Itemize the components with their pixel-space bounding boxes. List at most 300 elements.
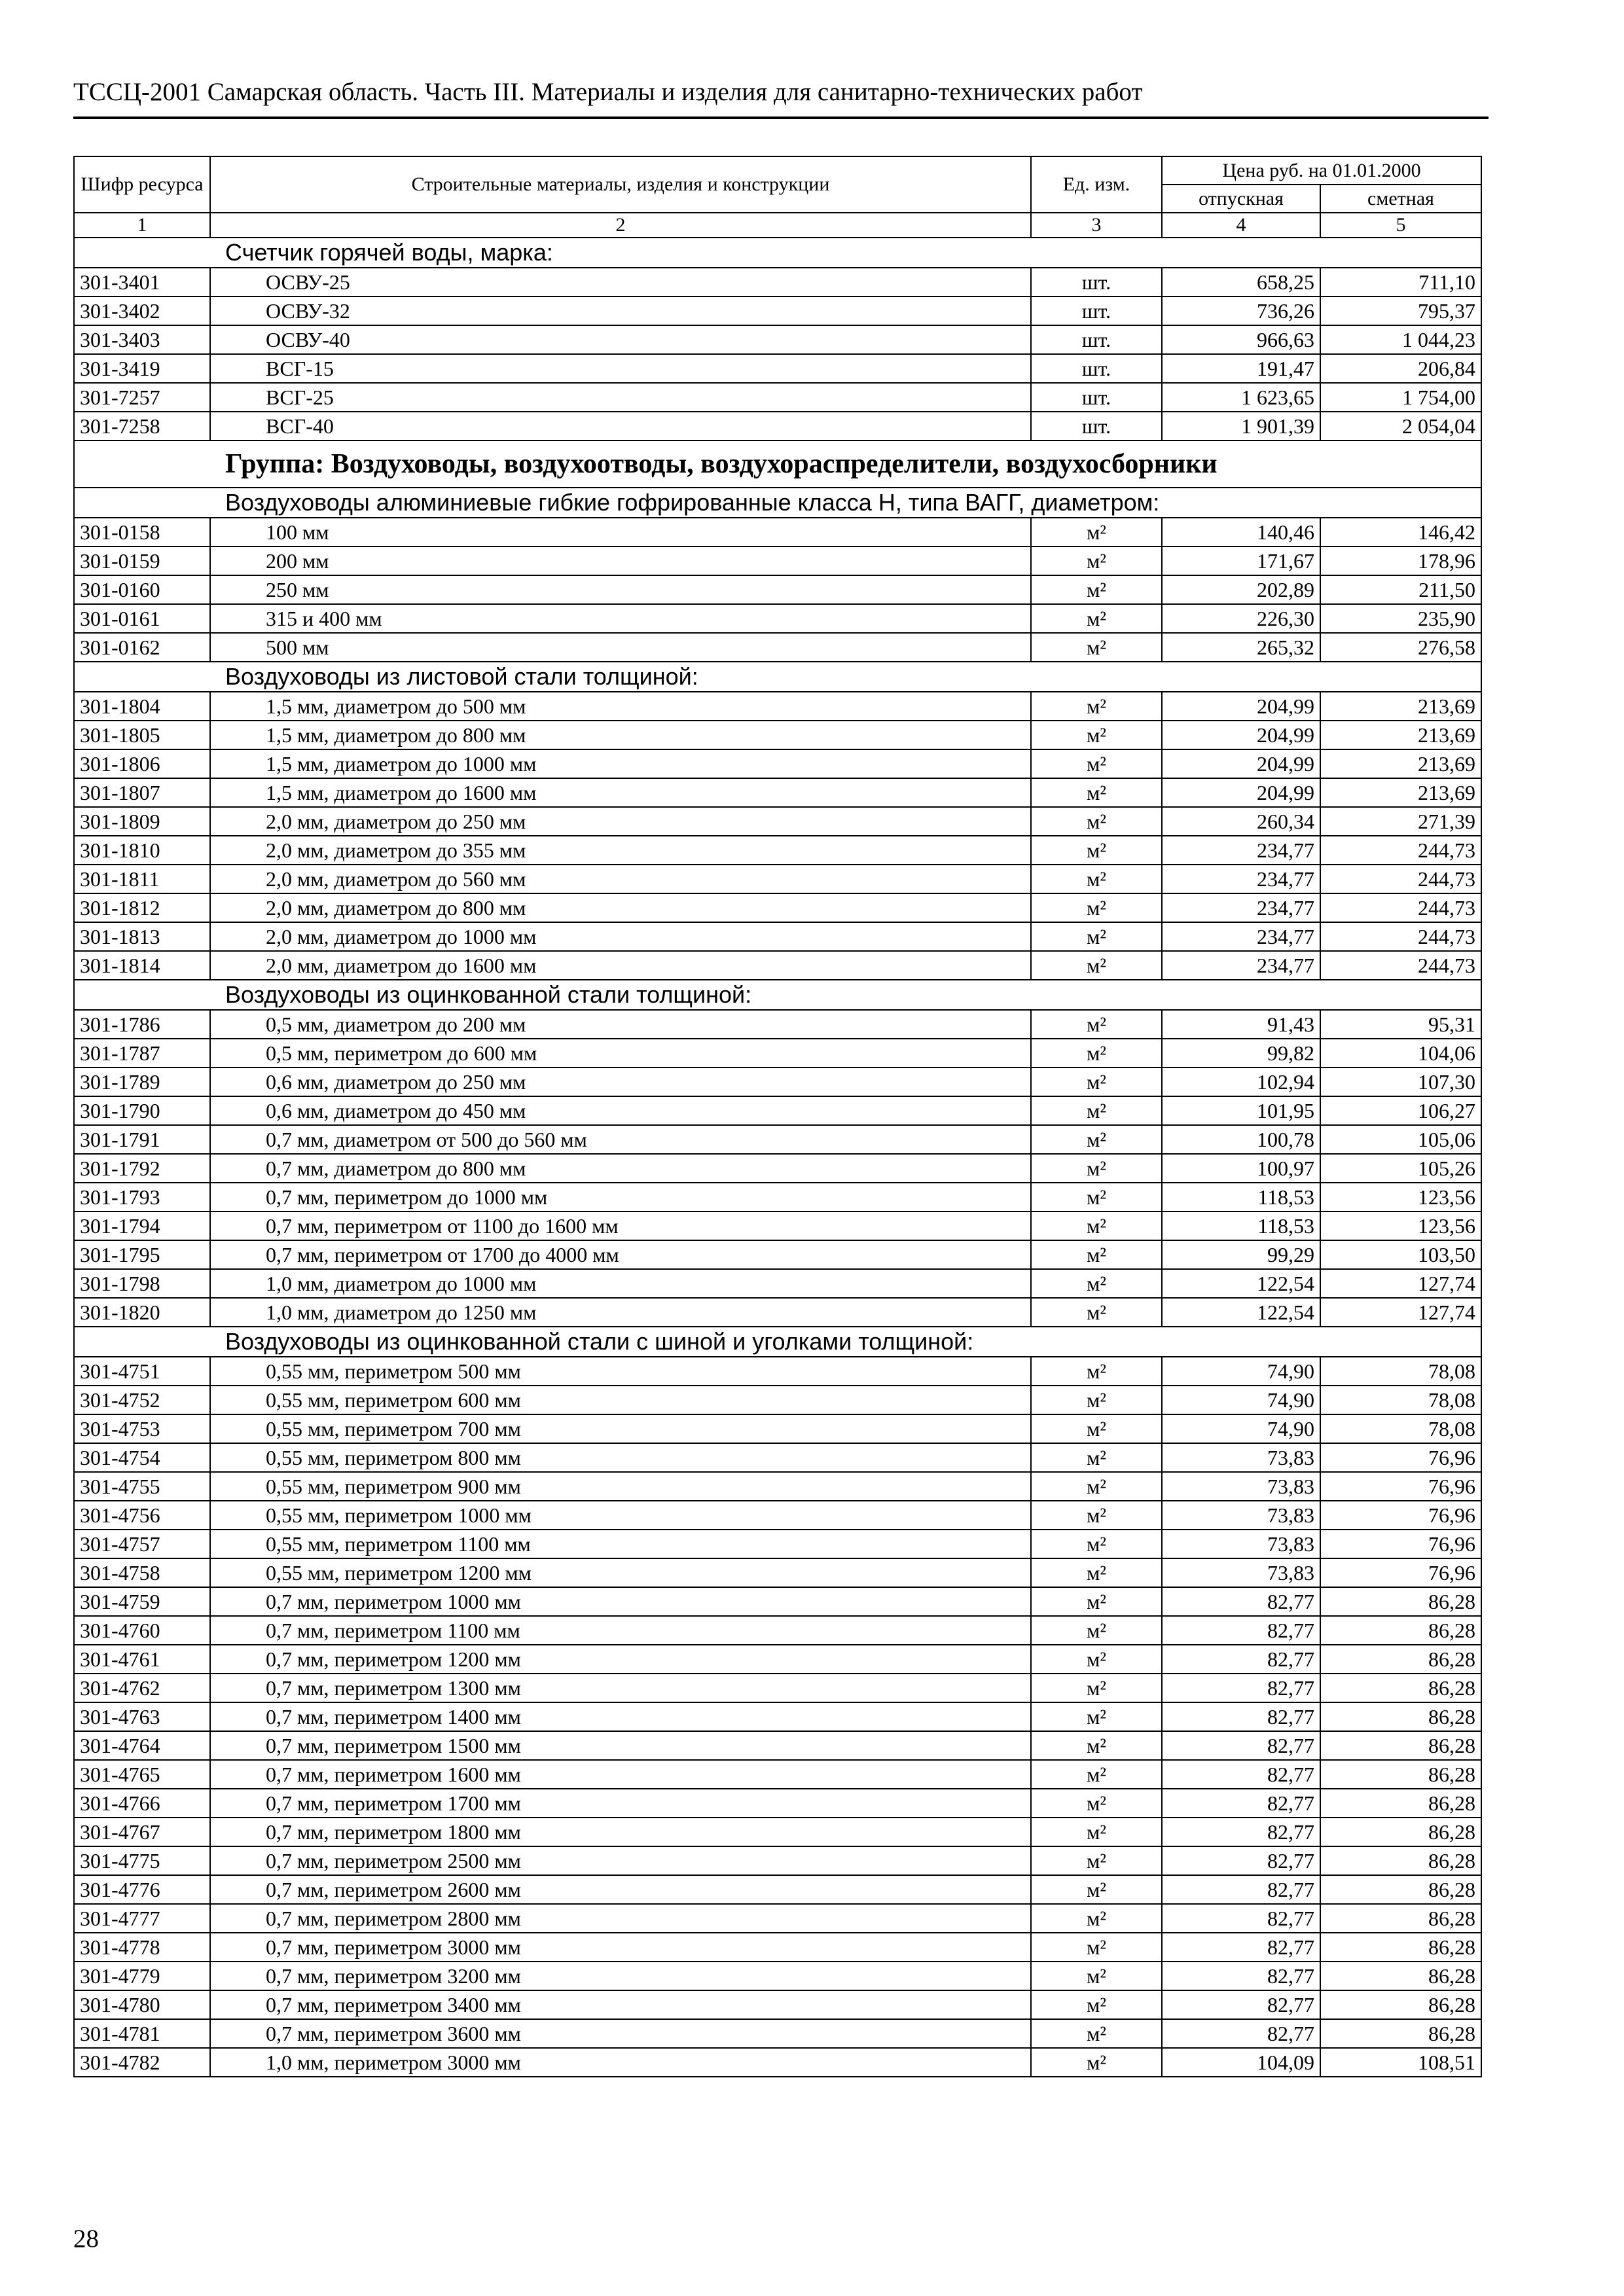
row-price-release: 234,77 — [1162, 836, 1320, 865]
row-price-release: 1 901,39 — [1162, 412, 1320, 440]
row-price-estimate: 106,27 — [1320, 1096, 1481, 1125]
table-row — [74, 1211, 1481, 1240]
row-price-estimate: 76,96 — [1320, 1558, 1481, 1587]
row-price-estimate: 86,28 — [1320, 2019, 1481, 2048]
row-name: 0,7 мм, периметром от 1700 до 4000 мм — [210, 1240, 1031, 1269]
row-name: 0,55 мм, периметром 900 мм — [210, 1472, 1031, 1501]
row-name: 0,7 мм, периметром 3400 мм — [210, 1990, 1031, 2019]
row-unit: м² — [1031, 518, 1162, 547]
row-code: 301-4758 — [74, 1558, 210, 1587]
row-code: 301-4782 — [74, 2048, 210, 2077]
row-price-release: 82,77 — [1162, 1990, 1320, 2019]
row-name: 0,7 мм, периметром 2600 мм — [210, 1875, 1031, 1904]
row-unit: м² — [1031, 1674, 1162, 1702]
row-price-estimate: 235,90 — [1320, 604, 1481, 633]
row-name: 0,7 мм, периметром 2500 мм — [210, 1846, 1031, 1875]
table-row — [74, 1846, 1481, 1875]
table-row — [74, 2019, 1481, 2048]
subheading-row — [74, 238, 1481, 268]
row-code: 301-1794 — [74, 1211, 210, 1240]
row-price-release: 234,77 — [1162, 951, 1320, 980]
row-name: 0,7 мм, периметром 1600 мм — [210, 1760, 1031, 1789]
row-code: 301-4765 — [74, 1760, 210, 1789]
row-code: 301-1807 — [74, 778, 210, 807]
table-row — [74, 1357, 1481, 1386]
row-unit: м² — [1031, 547, 1162, 575]
row-price-estimate: 213,69 — [1320, 778, 1481, 807]
row-price-release: 82,77 — [1162, 2019, 1320, 2048]
row-code: 301-4777 — [74, 1904, 210, 1933]
row-unit: м² — [1031, 1875, 1162, 1904]
table-row — [74, 1990, 1481, 2019]
row-price-release: 226,30 — [1162, 604, 1320, 633]
row-name: 0,7 мм, периметром до 1000 мм — [210, 1183, 1031, 1211]
row-code: 301-1814 — [74, 951, 210, 980]
row-price-release: 82,77 — [1162, 1731, 1320, 1760]
row-name: 0,7 мм, диаметром от 500 до 560 мм — [210, 1125, 1031, 1154]
table-row — [74, 633, 1481, 662]
table-row — [74, 1443, 1481, 1472]
table-row — [74, 1962, 1481, 1990]
row-price-estimate: 127,74 — [1320, 1269, 1481, 1298]
row-name: 0,7 мм, периметром 1100 мм — [210, 1616, 1031, 1645]
row-price-release: 140,46 — [1162, 518, 1320, 547]
row-unit: м² — [1031, 1010, 1162, 1039]
row-price-estimate: 244,73 — [1320, 951, 1481, 980]
table-row — [74, 692, 1481, 721]
row-name: 1,5 мм, диаметром до 500 мм — [210, 692, 1031, 721]
row-unit: шт. — [1031, 412, 1162, 440]
row-price-release: 74,90 — [1162, 1414, 1320, 1443]
row-price-estimate: 86,28 — [1320, 1674, 1481, 1702]
page-number: 28 — [73, 2225, 99, 2253]
row-unit: м² — [1031, 633, 1162, 662]
table-row — [74, 721, 1481, 749]
row-unit: м² — [1031, 893, 1162, 922]
header-divider — [73, 117, 1489, 119]
row-price-release: 82,77 — [1162, 1645, 1320, 1674]
row-price-estimate: 178,96 — [1320, 547, 1481, 575]
row-price-estimate: 211,50 — [1320, 575, 1481, 604]
row-price-release: 82,77 — [1162, 1904, 1320, 1933]
table-row — [74, 1789, 1481, 1818]
row-price-estimate: 795,37 — [1320, 296, 1481, 325]
price-table-container — [73, 156, 1481, 2077]
row-name: 100 мм — [210, 518, 1031, 547]
row-name: 2,0 мм, диаметром до 355 мм — [210, 836, 1031, 865]
table-row — [74, 836, 1481, 865]
table-body — [74, 238, 1481, 2077]
row-name: 0,55 мм, периметром 1000 мм — [210, 1501, 1031, 1530]
row-code: 301-1798 — [74, 1269, 210, 1298]
table-row — [74, 354, 1481, 383]
row-price-release: 736,26 — [1162, 296, 1320, 325]
row-price-release: 204,99 — [1162, 692, 1320, 721]
row-price-estimate: 206,84 — [1320, 354, 1481, 383]
row-name: ОСВУ-40 — [210, 325, 1031, 354]
table-row — [74, 951, 1481, 980]
row-price-estimate: 86,28 — [1320, 1904, 1481, 1933]
row-unit: м² — [1031, 1846, 1162, 1875]
row-code: 301-4767 — [74, 1818, 210, 1846]
row-code: 301-1786 — [74, 1010, 210, 1039]
row-unit: м² — [1031, 1731, 1162, 1760]
row-code: 301-1789 — [74, 1067, 210, 1096]
row-price-release: 73,83 — [1162, 1443, 1320, 1472]
row-name: 1,5 мм, диаметром до 1600 мм — [210, 778, 1031, 807]
row-unit: м² — [1031, 1298, 1162, 1327]
row-unit: м² — [1031, 1789, 1162, 1818]
row-code: 301-3419 — [74, 354, 210, 383]
row-price-release: 265,32 — [1162, 633, 1320, 662]
col-number: 2 — [210, 213, 1031, 238]
row-unit: м² — [1031, 1067, 1162, 1096]
row-code: 301-1810 — [74, 836, 210, 865]
row-unit: м² — [1031, 1414, 1162, 1443]
row-unit: м² — [1031, 836, 1162, 865]
row-code: 301-4762 — [74, 1674, 210, 1702]
row-name: 0,7 мм, периметром 1500 мм — [210, 1731, 1031, 1760]
row-name: 315 и 400 мм — [210, 604, 1031, 633]
row-price-estimate: 123,56 — [1320, 1183, 1481, 1211]
row-price-release: 100,78 — [1162, 1125, 1320, 1154]
row-price-estimate: 2 054,04 — [1320, 412, 1481, 440]
row-unit: м² — [1031, 1962, 1162, 1990]
row-unit: м² — [1031, 1818, 1162, 1846]
row-code: 301-1790 — [74, 1096, 210, 1125]
row-name: 0,55 мм, периметром 700 мм — [210, 1414, 1031, 1443]
row-price-estimate: 213,69 — [1320, 692, 1481, 721]
row-code: 301-1806 — [74, 749, 210, 778]
row-price-release: 122,54 — [1162, 1298, 1320, 1327]
row-name: 0,5 мм, диаметром до 200 мм — [210, 1010, 1031, 1039]
row-price-estimate: 95,31 — [1320, 1010, 1481, 1039]
row-price-estimate: 86,28 — [1320, 1962, 1481, 1990]
row-name: 0,7 мм, периметром 1000 мм — [210, 1587, 1031, 1616]
row-price-release: 122,54 — [1162, 1269, 1320, 1298]
row-unit: м² — [1031, 865, 1162, 893]
row-name: ВСГ-25 — [210, 383, 1031, 412]
row-unit: м² — [1031, 1357, 1162, 1386]
row-name: 0,7 мм, периметром 1700 мм — [210, 1789, 1031, 1818]
row-price-estimate: 76,96 — [1320, 1530, 1481, 1558]
row-price-release: 73,83 — [1162, 1472, 1320, 1501]
col-header-unit: Ед. изм. — [1031, 156, 1162, 213]
row-price-release: 202,89 — [1162, 575, 1320, 604]
row-code: 301-1792 — [74, 1154, 210, 1183]
row-code: 301-4753 — [74, 1414, 210, 1443]
row-price-release: 966,63 — [1162, 325, 1320, 354]
row-code: 301-0162 — [74, 633, 210, 662]
row-unit: м² — [1031, 1530, 1162, 1558]
row-price-estimate: 1 044,23 — [1320, 325, 1481, 354]
row-code: 301-1793 — [74, 1183, 210, 1211]
row-price-estimate: 76,96 — [1320, 1472, 1481, 1501]
row-unit: м² — [1031, 951, 1162, 980]
row-code: 301-4763 — [74, 1702, 210, 1731]
table-row — [74, 1414, 1481, 1443]
row-price-release: 118,53 — [1162, 1211, 1320, 1240]
table-row — [74, 1731, 1481, 1760]
row-price-estimate: 213,69 — [1320, 721, 1481, 749]
row-code: 301-4755 — [74, 1472, 210, 1501]
row-unit: м² — [1031, 749, 1162, 778]
row-name: 0,7 мм, периметром 1400 мм — [210, 1702, 1031, 1731]
row-price-estimate: 146,42 — [1320, 518, 1481, 547]
row-code: 301-4781 — [74, 2019, 210, 2048]
row-name: 250 мм — [210, 575, 1031, 604]
table-row — [74, 1616, 1481, 1645]
row-name: 0,7 мм, периметром 1800 мм — [210, 1818, 1031, 1846]
row-code: 301-0160 — [74, 575, 210, 604]
subheading-row — [74, 662, 1481, 692]
row-price-estimate: 86,28 — [1320, 1990, 1481, 2019]
row-name: 0,7 мм, периметром 2800 мм — [210, 1904, 1031, 1933]
row-name: 2,0 мм, диаметром до 800 мм — [210, 893, 1031, 922]
row-name: 0,55 мм, периметром 800 мм — [210, 1443, 1031, 1472]
row-code: 301-4766 — [74, 1789, 210, 1818]
row-code: 301-0159 — [74, 547, 210, 575]
row-code: 301-4754 — [74, 1443, 210, 1472]
row-name: 1,5 мм, диаметром до 1000 мм — [210, 749, 1031, 778]
col-number: 5 — [1320, 213, 1481, 238]
row-price-release: 82,77 — [1162, 1875, 1320, 1904]
row-price-estimate: 86,28 — [1320, 1645, 1481, 1674]
row-price-estimate: 76,96 — [1320, 1443, 1481, 1472]
row-price-estimate: 104,06 — [1320, 1039, 1481, 1067]
table-row — [74, 1702, 1481, 1731]
subheading: Воздуховоды из оцинкованной стали толщиной: — [74, 980, 1481, 1010]
row-code: 301-1813 — [74, 922, 210, 951]
row-unit: шт. — [1031, 268, 1162, 296]
row-name: 0,7 мм, периметром 3000 мм — [210, 1933, 1031, 1962]
table-row — [74, 383, 1481, 412]
row-price-estimate: 1 754,00 — [1320, 383, 1481, 412]
row-price-estimate: 105,26 — [1320, 1154, 1481, 1183]
table-row — [74, 1674, 1481, 1702]
row-price-release: 99,82 — [1162, 1039, 1320, 1067]
row-code: 301-4751 — [74, 1357, 210, 1386]
row-code: 301-4752 — [74, 1386, 210, 1414]
table-row — [74, 1645, 1481, 1674]
row-name: ОСВУ-32 — [210, 296, 1031, 325]
row-price-release: 118,53 — [1162, 1183, 1320, 1211]
row-code: 301-4764 — [74, 1731, 210, 1760]
row-unit: м² — [1031, 575, 1162, 604]
row-unit: м² — [1031, 1269, 1162, 1298]
row-price-estimate: 86,28 — [1320, 1587, 1481, 1616]
row-price-release: 104,09 — [1162, 2048, 1320, 2077]
row-name: 0,7 мм, периметром 1300 мм — [210, 1674, 1031, 1702]
row-price-release: 82,77 — [1162, 1846, 1320, 1875]
row-code: 301-1812 — [74, 893, 210, 922]
row-unit: шт. — [1031, 325, 1162, 354]
group-heading-row — [74, 440, 1481, 488]
row-price-release: 260,34 — [1162, 807, 1320, 836]
row-unit: м² — [1031, 1904, 1162, 1933]
row-code: 301-0161 — [74, 604, 210, 633]
table-row — [74, 922, 1481, 951]
row-code: 301-4760 — [74, 1616, 210, 1645]
row-price-release: 658,25 — [1162, 268, 1320, 296]
row-name: 0,55 мм, периметром 1100 мм — [210, 1530, 1031, 1558]
row-code: 301-1795 — [74, 1240, 210, 1269]
table-row — [74, 412, 1481, 440]
row-code: 301-4775 — [74, 1846, 210, 1875]
row-code: 301-1805 — [74, 721, 210, 749]
row-price-release: 204,99 — [1162, 749, 1320, 778]
row-price-estimate: 86,28 — [1320, 1875, 1481, 1904]
row-price-estimate: 78,08 — [1320, 1386, 1481, 1414]
table-row — [74, 1240, 1481, 1269]
row-code: 301-3402 — [74, 296, 210, 325]
row-unit: м² — [1031, 1645, 1162, 1674]
table-row — [74, 807, 1481, 836]
row-price-release: 82,77 — [1162, 1616, 1320, 1645]
row-code: 301-1787 — [74, 1039, 210, 1067]
col-header-code: Шифр ресурса — [74, 156, 210, 213]
row-price-release: 234,77 — [1162, 865, 1320, 893]
row-code: 301-1791 — [74, 1125, 210, 1154]
row-unit: м² — [1031, 1240, 1162, 1269]
row-price-estimate: 86,28 — [1320, 1760, 1481, 1789]
row-price-estimate: 213,69 — [1320, 749, 1481, 778]
row-price-estimate: 127,74 — [1320, 1298, 1481, 1327]
row-price-release: 73,83 — [1162, 1501, 1320, 1530]
row-unit: м² — [1031, 1386, 1162, 1414]
row-price-estimate: 105,06 — [1320, 1125, 1481, 1154]
subheading: Воздуховоды алюминиевые гибкие гофрированные класса Н, типа ВАГГ, диаметром: — [74, 488, 1481, 518]
row-unit: м² — [1031, 2019, 1162, 2048]
row-price-estimate: 86,28 — [1320, 1731, 1481, 1760]
group-heading: Группа: Воздуховоды, воздухоотводы, воздухораспределители, воздухосборники — [74, 440, 1481, 488]
row-unit: м² — [1031, 1702, 1162, 1731]
row-code: 301-4759 — [74, 1587, 210, 1616]
subheading-row — [74, 980, 1481, 1010]
table-row — [74, 893, 1481, 922]
table-row — [74, 1501, 1481, 1530]
row-unit: м² — [1031, 1096, 1162, 1125]
row-code: 301-1820 — [74, 1298, 210, 1327]
table-row — [74, 1269, 1481, 1298]
row-price-estimate: 86,28 — [1320, 1789, 1481, 1818]
page-header: ТССЦ-2001 Самарская область. Часть III. Материалы и изделия для санитарно-технических работ — [73, 78, 1143, 106]
subheading-row — [74, 488, 1481, 518]
table-row — [74, 268, 1481, 296]
row-price-release: 204,99 — [1162, 721, 1320, 749]
row-price-release: 82,77 — [1162, 1789, 1320, 1818]
row-price-estimate: 711,10 — [1320, 268, 1481, 296]
row-name: 0,7 мм, периметром 3600 мм — [210, 2019, 1031, 2048]
row-price-release: 74,90 — [1162, 1386, 1320, 1414]
table-row — [74, 1472, 1481, 1501]
table-row — [74, 2048, 1481, 2077]
row-price-release: 204,99 — [1162, 778, 1320, 807]
row-code: 301-4761 — [74, 1645, 210, 1674]
col-header-estimate: сметная — [1320, 185, 1481, 213]
row-code: 301-3403 — [74, 325, 210, 354]
row-name: 0,55 мм, периметром 500 мм — [210, 1357, 1031, 1386]
row-name: 1,5 мм, диаметром до 800 мм — [210, 721, 1031, 749]
row-code: 301-3401 — [74, 268, 210, 296]
table-row — [74, 1125, 1481, 1154]
row-price-release: 82,77 — [1162, 1674, 1320, 1702]
row-price-estimate: 107,30 — [1320, 1067, 1481, 1096]
row-name: 0,7 мм, периметром 1200 мм — [210, 1645, 1031, 1674]
table-row — [74, 1183, 1481, 1211]
table-row — [74, 1760, 1481, 1789]
row-name: 500 мм — [210, 633, 1031, 662]
row-name: 0,5 мм, периметром до 600 мм — [210, 1039, 1031, 1067]
col-header-name: Строительные материалы, изделия и конструкции — [210, 156, 1031, 213]
row-name: ВСГ-40 — [210, 412, 1031, 440]
row-price-estimate: 78,08 — [1320, 1414, 1481, 1443]
row-unit: шт. — [1031, 296, 1162, 325]
table-row — [74, 1154, 1481, 1183]
row-unit: м² — [1031, 1990, 1162, 2019]
table-row — [74, 1818, 1481, 1846]
table-row — [74, 749, 1481, 778]
table-row — [74, 1558, 1481, 1587]
subheading-row — [74, 1327, 1481, 1357]
col-number: 3 — [1031, 213, 1162, 238]
price-table — [73, 156, 1482, 2077]
row-name: ВСГ-15 — [210, 354, 1031, 383]
row-unit: м² — [1031, 1443, 1162, 1472]
row-name: 2,0 мм, диаметром до 250 мм — [210, 807, 1031, 836]
row-name: 1,0 мм, периметром 3000 мм — [210, 2048, 1031, 2077]
row-code: 301-4778 — [74, 1933, 210, 1962]
row-unit: м² — [1031, 778, 1162, 807]
subheading: Воздуховоды из оцинкованной стали с шиной и уголками толщиной: — [74, 1327, 1481, 1357]
row-unit: м² — [1031, 1933, 1162, 1962]
subheading: Воздуховоды из листовой стали толщиной: — [74, 662, 1481, 692]
row-code: 301-4779 — [74, 1962, 210, 1990]
row-unit: м² — [1031, 604, 1162, 633]
row-price-release: 102,94 — [1162, 1067, 1320, 1096]
row-price-release: 82,77 — [1162, 1962, 1320, 1990]
row-price-estimate: 86,28 — [1320, 1616, 1481, 1645]
row-name: 200 мм — [210, 547, 1031, 575]
row-price-release: 82,77 — [1162, 1587, 1320, 1616]
row-name: 0,6 мм, диаметром до 250 мм — [210, 1067, 1031, 1096]
row-name: 0,6 мм, диаметром до 450 мм — [210, 1096, 1031, 1125]
row-name: 1,0 мм, диаметром до 1000 мм — [210, 1269, 1031, 1298]
row-price-estimate: 244,73 — [1320, 836, 1481, 865]
table-row — [74, 1067, 1481, 1096]
row-code: 301-4756 — [74, 1501, 210, 1530]
row-price-estimate: 276,58 — [1320, 633, 1481, 662]
table-row — [74, 1298, 1481, 1327]
row-price-estimate: 244,73 — [1320, 922, 1481, 951]
table-row — [74, 1904, 1481, 1933]
table-row — [74, 1096, 1481, 1125]
table-row — [74, 1875, 1481, 1904]
row-unit: шт. — [1031, 383, 1162, 412]
table-row — [74, 1530, 1481, 1558]
row-price-estimate: 86,28 — [1320, 1818, 1481, 1846]
row-price-release: 74,90 — [1162, 1357, 1320, 1386]
table-row — [74, 865, 1481, 893]
table-row — [74, 575, 1481, 604]
row-unit: м² — [1031, 1760, 1162, 1789]
row-code: 301-1811 — [74, 865, 210, 893]
row-price-release: 191,47 — [1162, 354, 1320, 383]
table-row — [74, 604, 1481, 633]
row-price-estimate: 86,28 — [1320, 1933, 1481, 1962]
row-code: 301-7258 — [74, 412, 210, 440]
table-row — [74, 1587, 1481, 1616]
